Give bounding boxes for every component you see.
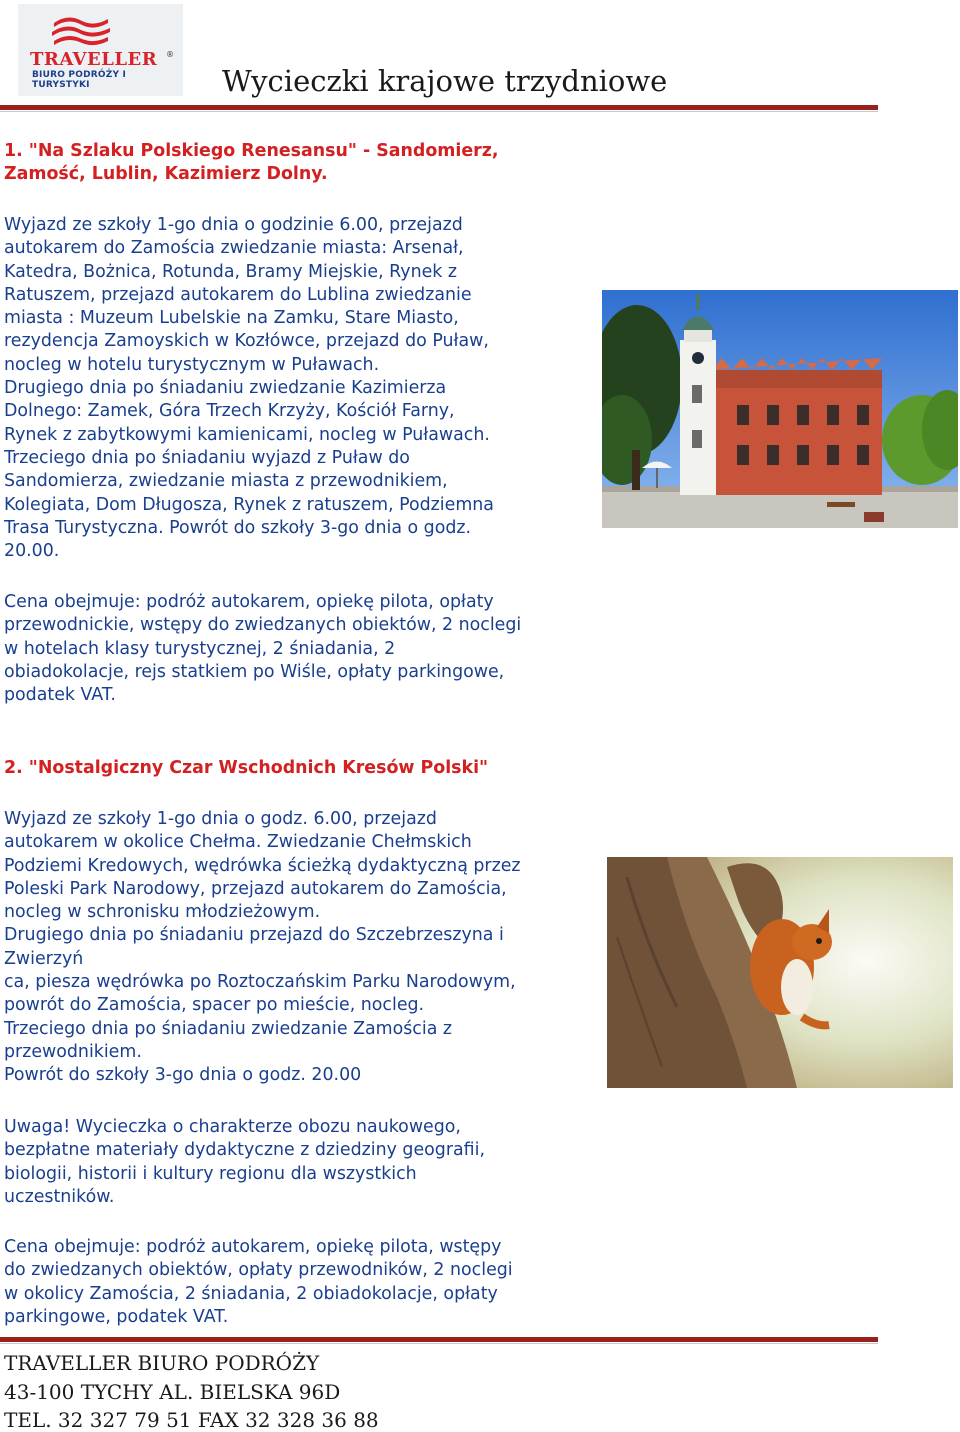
section1-title: 1. "Na Szlaku Polskiego Renesansu" - Sandomierz, Zamość, Lublin, Kazimierz Dolny. — [4, 141, 499, 185]
logo-waves-icon — [50, 14, 112, 46]
traveller-logo — [18, 4, 183, 96]
section1-itinerary: Wyjazd ze szkoły 1-go dnia o godzinie 6.00, przejazd autokarem do Zamościa zwiedzanie miasta: Arsenał, Katedra, Bożnica, Rotunda, Bramy Miejskie, Rynek z Ratuszem, przejazd autokarem do Lublina zwiedzanie miasta : Muzeum Lubelskie na Zamku, Stare Miasto, rezydencja Zamoyskich w Kozłówce, przejazd do Puław, nocleg w hotelu turystycznym w Puławach. Drugiego dnia po śniadaniu zwiedzanie Kazimierza Dolnego: Zamek, Góra Trzech Krzyży, Kościół Farny, Rynek z zabytkowymi kamienicami, nocleg w Puławach. Trzeciego dnia po śniadaniu wyjazd z Puław do Sandomierza, zwiedzanie miasta z przewodnikiem, Kolegiata, Dom Długosza, Rynek z ratuszem, Podziemna Trasa Turystyczna. Powrót do szkoły 3-go dnia o godz. 20.00. — [4, 215, 494, 562]
sandomierz-town-hall-photo — [602, 290, 958, 528]
page-title: Wycieczki krajowe trzydniowe — [222, 64, 668, 98]
logo-subtitle: BIURO PODRÓŻY I TURYSTYKI — [32, 70, 127, 90]
footer-company-name: TRAVELLER BIURO PODRÓŻY — [4, 1351, 320, 1375]
section1-price-info: Cena obejmuje: podróż autokarem, opiekę pilota, opłaty przewodnickie, wstępy do zwiedzanych obiektów, 2 noclegi w hotelach klasy turystycznej, 2 śniadania, 2 obiadokolacje, rejs statkiem po Wiśle, opłaty parkingowe, podatek VAT. — [4, 592, 522, 706]
section2-itinerary: Wyjazd ze szkoły 1-go dnia o godz. 6.00, przejazd autokarem w okolice Chełma. Zwiedzanie Chełmskich Podziemi Kredowych, wędrówka ścieżką dydaktyczną przez Poleski Park Narodowy, przejazd autokarem do Zamościa, nocleg w schronisku młodzieżowym. Drugiego dnia po śniadaniu przejazd do Szczebrzeszyna i Zwierzyń ca, piesza wędrówka po Roztoczańskim Parku Narodowym, powrót do Zamościa, spacer po mieście, nocleg. Trzeciego dnia po śniadaniu zwiedzanie Zamościa z przewodnikiem. Powrót do szkoły 3-go dnia o godz. 20.00 — [4, 809, 521, 1086]
logo-name: TRAVELLER — [30, 49, 158, 70]
squirrel-photo — [607, 857, 953, 1088]
section2-title: 2. "Nostalgiczny Czar Wschodnich Kresów Polski" — [4, 758, 489, 778]
footer-address: 43-100 TYCHY AL. BIELSKA 96D — [4, 1380, 341, 1404]
section2-price-info: Cena obejmuje: podróż autokarem, opiekę pilota, wstępy do zwiedzanych obiektów, opłaty przewodników, 2 noclegi w okolicy Zamościa, 2 śniadania, 2 obiadokolacje, opłaty parkingowe, podatek VAT. — [4, 1237, 513, 1327]
footer-divider — [0, 1337, 878, 1342]
footer-phone-fax: TEL. 32 327 79 51 FAX 32 328 36 88 — [4, 1408, 379, 1432]
logo-registered-mark: ® — [166, 50, 174, 59]
header-divider-thin — [0, 111, 878, 112]
footer-divider-thin — [0, 1343, 878, 1344]
section2-note: Uwaga! Wycieczka o charakterze obozu naukowego, bezpłatne materiały dydaktyczne z dziedziny geografii, biologii, historii i kultury regionu dla wszystkich uczestników. — [4, 1117, 485, 1207]
header-divider — [0, 105, 878, 110]
